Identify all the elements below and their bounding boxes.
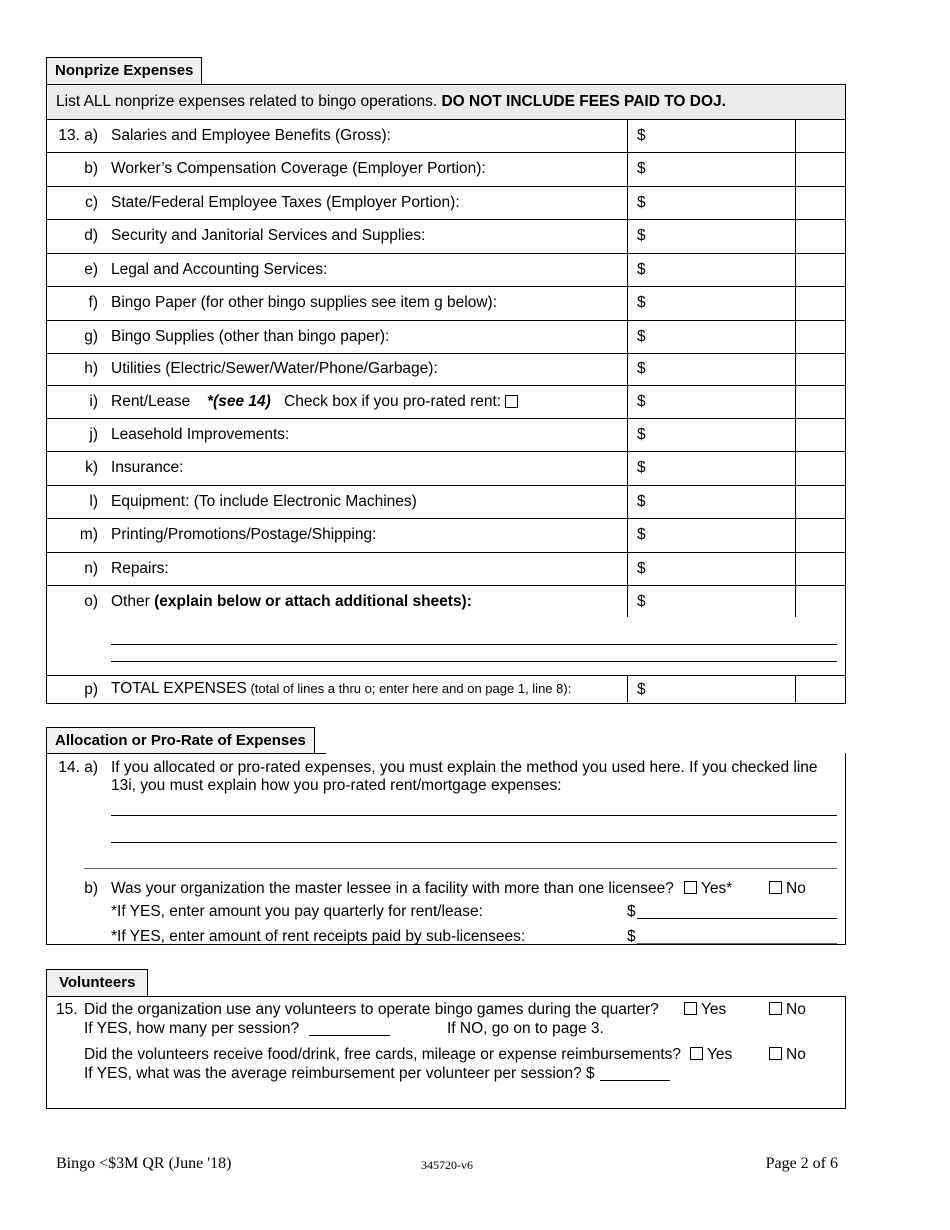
row-separator (46, 485, 846, 486)
allocation-a-number: 14. a) (58, 759, 98, 776)
amount-field-d[interactable]: $ (637, 227, 646, 244)
other-explanation-line-1[interactable] (111, 644, 837, 645)
allocation-explain-line-1[interactable] (111, 815, 837, 816)
amount-field-b[interactable]: $ (637, 160, 646, 177)
row-number: p) (84, 681, 98, 698)
row-label: Rent/Lease (111, 393, 191, 410)
row-number: e) (84, 261, 98, 278)
master-lessee-question: Was your organization the master lessee in a facility with more than one licensee? (111, 880, 674, 897)
row-number: k) (85, 459, 98, 476)
row-label: Salaries and Employee Benefits (Gross): (111, 127, 391, 144)
volunteers-q2-yes[interactable] (690, 1046, 732, 1064)
amount-field-f[interactable]: $ (637, 294, 646, 311)
yes-label: Yes* (701, 880, 733, 897)
allocation-b-number: b) (84, 880, 98, 897)
other-label: Other (111, 593, 155, 610)
amount-field-total[interactable]: $ (637, 681, 646, 698)
row-number: g) (84, 328, 98, 345)
cents-column-divider-total (795, 676, 796, 702)
row-label: Insurance: (111, 459, 184, 476)
row-number: i) (89, 393, 98, 410)
volunteers-q2-no[interactable] (769, 1046, 806, 1064)
total-label-main: TOTAL EXPENSES (111, 680, 247, 697)
allocation-title: Allocation or Pro-Rate of Expenses (55, 732, 306, 749)
row-separator (46, 385, 846, 386)
amount-field-a[interactable]: $ (637, 127, 646, 144)
allocation-top-border (46, 753, 326, 754)
row-separator (46, 253, 846, 254)
row-separator (46, 552, 846, 553)
prorated-rent-checkbox[interactable] (505, 395, 518, 408)
yes-label: Yes (701, 1001, 727, 1018)
rent-note: *(see 14) (207, 393, 271, 410)
row-label: Bingo Paper (for other bingo supplies see item g below): (111, 294, 497, 311)
amount-field-k[interactable]: $ (637, 459, 646, 476)
allocation-tab (46, 727, 315, 754)
row-label: Worker’s Compensation Coverage (Employer Portion): (111, 160, 486, 177)
row-separator (46, 675, 846, 676)
volunteers-per-session-label: If YES, how many per session? (84, 1020, 300, 1037)
row-separator (46, 518, 846, 519)
volunteers-reimbursement-label: If YES, what was the average reimbursement per volunteer per session? $ (84, 1065, 595, 1082)
footer-doc-id: 345720-v6 (421, 1158, 473, 1172)
footer-form-name: Bingo <$3M QR (June '18) (56, 1155, 232, 1172)
rent-receipts-question: *If YES, enter amount of rent receipts paid by sub-licensees: (111, 928, 526, 945)
row-number: l) (89, 493, 98, 510)
allocation-left-border (46, 753, 47, 945)
volunteers-title: Volunteers (59, 974, 136, 991)
amount-field-m[interactable]: $ (637, 526, 646, 543)
row-separator (46, 152, 846, 153)
row-label: Bingo Supplies (other than bingo paper): (111, 328, 390, 345)
total-label-note: (total of lines a thru o; enter here and on page 1, line 8): (246, 681, 572, 696)
row-label: Equipment: (To include Electronic Machines) (111, 493, 417, 510)
volunteers-per-session-field[interactable] (309, 1035, 390, 1036)
row-number: n) (84, 560, 98, 577)
row-separator (46, 451, 846, 452)
amount-column-divider (627, 119, 628, 617)
row-number: m) (79, 526, 98, 543)
rent-receipts-currency: $ (627, 928, 636, 945)
allocation-a-line1: If you allocated or pro-rated expenses, you must explain the method you used here. If you checked line (111, 759, 818, 776)
amount-field-c[interactable]: $ (637, 194, 646, 211)
footer-page-number: Page 2 of 6 (765, 1155, 838, 1172)
rent-paid-currency: $ (627, 903, 636, 920)
checkbox-icon[interactable] (769, 1002, 782, 1015)
nonprize-instruction-text: List ALL nonprize expenses related to bingo operations. (56, 93, 442, 110)
cents-column-divider (795, 119, 796, 617)
amount-field-l[interactable]: $ (637, 493, 646, 510)
row-number: o) (84, 593, 98, 610)
total-label (111, 680, 571, 698)
nonprize-expenses-title: Nonprize Expenses (55, 62, 194, 79)
checkbox-icon[interactable] (684, 1002, 697, 1015)
row-number: f) (88, 294, 98, 311)
row-number: b) (84, 160, 98, 177)
amount-field-j[interactable]: $ (637, 426, 646, 443)
allocation-a-line2: 13i, you must explain how you pro-rated rent/mortgage expenses: (111, 777, 562, 794)
no-label: No (786, 1046, 806, 1063)
row-separator (46, 585, 846, 586)
row-separator (46, 320, 846, 321)
amount-column-divider-total (627, 676, 628, 702)
volunteers-tab (46, 969, 148, 996)
checkbox-icon[interactable] (769, 1047, 782, 1060)
divider (46, 119, 846, 120)
volunteers-number: 15. (56, 1001, 78, 1018)
master-lessee-yes[interactable] (684, 880, 732, 898)
volunteers-question-2: Did the volunteers receive food/drink, free cards, mileage or expense reimbursements? (84, 1046, 682, 1063)
amount-field-o[interactable]: $ (637, 593, 646, 610)
volunteers-if-no: If NO, go on to page 3. (447, 1020, 604, 1037)
row-label: Utilities (Electric/Sewer/Water/Phone/Garbage): (111, 360, 438, 377)
row-separator (46, 186, 846, 187)
row-number: d) (84, 227, 98, 244)
row-number: c) (85, 194, 98, 211)
checkbox-icon[interactable] (684, 881, 697, 894)
other-bold-note: (explain below or attach additional sheets): (154, 593, 472, 610)
volunteers-reimbursement-field[interactable] (600, 1080, 670, 1081)
allocation-right-border (845, 753, 846, 945)
nonprize-instruction (56, 93, 726, 111)
amount-field-i[interactable]: $ (637, 393, 646, 410)
yes-label: Yes (707, 1046, 733, 1063)
row-separator (46, 219, 846, 220)
nonprize-instruction-bold: DO NOT INCLUDE FEES PAID TO DOJ. (441, 93, 726, 110)
rent-check-label: Check box if you pro-rated rent: (284, 393, 502, 410)
checkbox-icon[interactable] (690, 1047, 703, 1060)
row-separator (46, 286, 846, 287)
volunteers-q1-yes[interactable] (684, 1001, 726, 1019)
other-explanation-line-2[interactable] (111, 661, 837, 662)
amount-field-g[interactable]: $ (637, 328, 646, 345)
rent-paid-question: *If YES, enter amount you pay quarterly for rent/lease: (111, 903, 483, 920)
amount-field-h[interactable]: $ (637, 360, 646, 377)
row-label: Repairs: (111, 560, 169, 577)
amount-field-e[interactable]: $ (637, 261, 646, 278)
no-label: No (786, 880, 806, 897)
row-label: Printing/Promotions/Postage/Shipping: (111, 526, 377, 543)
row-separator (46, 418, 846, 419)
row-number: h) (84, 360, 98, 377)
row-number: j) (89, 426, 98, 443)
row-label: Legal and Accounting Services: (111, 261, 328, 278)
row-label: Security and Janitorial Services and Supplies: (111, 227, 426, 244)
volunteers-question-1: Did the organization use any volunteers to operate bingo games during the quarter? (84, 1001, 659, 1018)
no-label: No (786, 1001, 806, 1018)
rent-receipts-field[interactable] (637, 943, 837, 944)
rent-paid-field[interactable] (637, 918, 837, 919)
row-label: Leasehold Improvements: (111, 426, 290, 443)
row-label (111, 593, 472, 611)
nonprize-expenses-tab (46, 57, 202, 84)
row-separator (46, 353, 846, 354)
row-number: 13. a) (58, 127, 98, 144)
master-lessee-no[interactable] (769, 880, 806, 898)
allocation-explain-line-2[interactable] (111, 842, 837, 843)
amount-field-n[interactable]: $ (637, 560, 646, 577)
allocation-explain-line-3[interactable] (84, 868, 837, 869)
volunteers-q1-no[interactable] (769, 1001, 806, 1019)
row-label: State/Federal Employee Taxes (Employer Portion): (111, 194, 460, 211)
checkbox-icon[interactable] (769, 881, 782, 894)
